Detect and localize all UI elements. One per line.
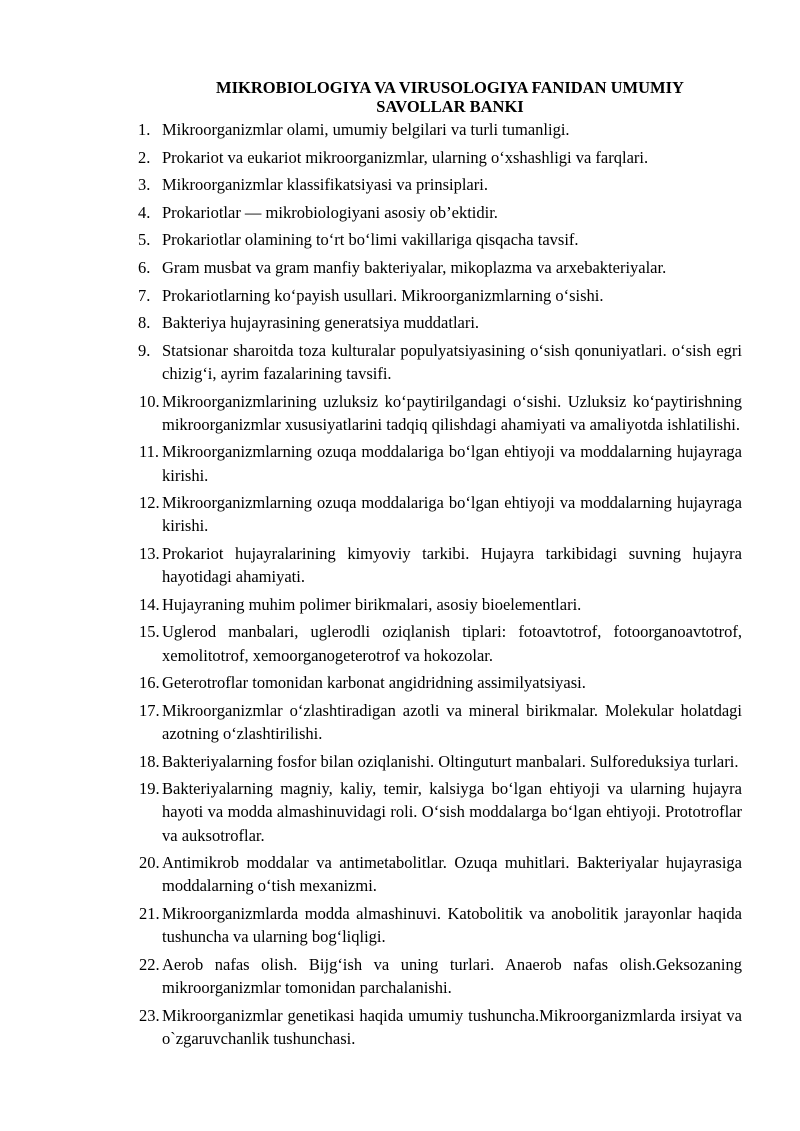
question-text: Bakteriyalarning fosfor bilan oziqlanishi. Oltinguturt manbalari. Sulforeduksiya turlari. [162,751,739,771]
question-item [0,491,800,537]
question-item [0,750,800,773]
question-number: 12. [139,493,160,513]
question-item [0,902,800,948]
question-item [0,228,800,251]
question-text: Aerob nafas olish. Bijg‘ish va uning turlari. Anaerob nafas olish.Geksozaning mikroorganizmlar tomonidan parchalanishi. [162,954,742,997]
question-text: Hujayraning muhim polimer birikmalari, asosiy bioelementlari. [162,594,582,614]
question-number: 5. [138,230,151,250]
question-number: 3. [138,175,151,195]
question-number: 19. [139,779,160,799]
question-text: Prokariot va eukariot mikroorganizmlar, ularning o‘xshashligi va farqlari. [162,147,649,167]
question-item [0,542,800,588]
question-text: Mikroorganizmlarda modda almashinuvi. Katobolitik va anobolitik jarayonlar haqida tushuncha va ularning bog‘liqligi. [162,903,742,947]
question-text: Mikroorganizmlar o‘zlashtiradigan azotli va mineral birikmalar. Molekular holatdagi azotning o‘zlashtirilishi. [162,700,742,743]
question-number: 1. [138,120,151,139]
question-number: 16. [139,673,160,693]
question-item [0,311,800,334]
question-number: 7. [138,285,151,305]
question-number: 10. [139,391,160,411]
question-item [0,593,800,616]
question-text: Antimikrob moddalar va antimetabolitlar. Ozuqa muhitlari. Bakteriyalar hujayrasiga moddalarning o‘tish mexanizmi. [162,853,742,896]
question-number: 6. [138,257,151,277]
question-item [0,953,800,999]
question-number: 9. [138,340,151,360]
question-list [0,118,800,1054]
question-item [0,173,800,196]
question-number: 21. [139,903,160,923]
question-item [0,620,800,666]
question-number: 11. [139,442,160,462]
question-text: Gram musbat va gram manfiy bakteriyalar, mikoplazma va arxebakteriyalar. [162,257,667,277]
question-number: 23. [139,1005,160,1025]
question-item [0,699,800,745]
question-item [0,671,800,694]
question-text: Mikroorganizmlarning ozuqa moddalariga bo‘lgan ehtiyoji va moddalarning hujayraga kirishi. [162,493,742,536]
question-text: Mikroorganizmlarning ozuqa moddalariga bo‘lgan ehtiyoji va moddalarning hujayraga kirishi. [162,442,742,485]
document-title [110,78,790,116]
question-item [0,118,800,141]
question-number: 15. [139,622,160,642]
question-text: Prokariotlar — mikrobiologiyani asosiy ob’ektidir. [162,202,498,222]
question-text: Mikroorganizmlar klassifikatsiyasi va prinsiplari. [162,175,488,195]
question-item [0,146,800,169]
question-text: Bakteriyalarning magniy, kaliy, temir, kalsiyga bo‘lgan ehtiyoji va ularning hujayra hayoti va modda almashinuvidagi roli. O‘sish moddalarga bo‘lgan ehtiyoji. Prototroflar va auksotroflar. [162,779,742,845]
question-number: 20. [139,853,160,873]
question-item [0,284,800,307]
question-number: 22. [139,954,160,974]
question-text: Prokariotlar olamining to‘rt bo‘limi vakillariga qisqacha tavsif. [162,230,579,250]
question-text: Statsionar sharoitda toza kulturalar populyatsiyasining o‘sish qonuniyatlari. o‘sish egri chizig‘i, ayrim fazalarining tavsifi. [162,340,742,383]
question-number: 17. [139,700,160,720]
question-number: 4. [138,202,151,222]
question-number: 8. [138,313,151,333]
question-text: Mikroorganizmlarining uzluksiz ko‘paytirilgandagi o‘sishi. Uzluksiz ko‘paytirishning mikroorganizmlar xususiyatlarini tadqiq qilishdagi ahamiyati va amaliyotda ishlatilishi. [162,391,742,434]
question-number: 13. [139,543,160,563]
question-number: 18. [139,751,160,771]
question-number: 2. [138,147,151,167]
question-item [0,339,800,385]
question-text: Mikroorganizmlar olami, umumiy belgilari va turli tumanligi. [162,120,570,139]
question-text: Bakteriya hujayrasining generatsiya muddatlari. [162,313,480,333]
question-item [0,851,800,897]
question-item [0,201,800,224]
question-item [0,390,800,436]
title-line-2: SAVOLLAR BANKI [376,97,524,116]
question-item [0,256,800,279]
question-text: Geterotroflar tomonidan karbonat angidridning assimilyatsiyasi. [162,673,586,693]
question-text: Mikroorganizmlar genetikasi haqida umumiy tushuncha.Mikroorganizmlarda irsiyat va o`zgaruvchanlik tushunchasi. [162,1005,742,1048]
question-text: Prokariot hujayralarining kimyoviy tarkibi. Hujayra tarkibidagi suvning hujayra hayotidagi ahamiyati. [162,543,742,587]
question-text: Prokariotlarning ko‘payish usullari. Mikroorganizmlarning o‘sishi. [162,285,604,305]
title-line-1: MIKROBIOLOGIYA VA VIRUSOLOGIYA FANIDAN UMUMIY [216,78,684,97]
question-item [0,440,800,486]
question-number: 14. [139,594,160,614]
question-item [0,1004,800,1050]
question-item [0,777,800,847]
question-text: Uglerod manbalari, uglerodli oziqlanish tiplari: fotoavtotrof, fotoorganoavtotrof, xemolitotrof, xemoorganogeterotrof va hokozolar. [162,622,742,665]
